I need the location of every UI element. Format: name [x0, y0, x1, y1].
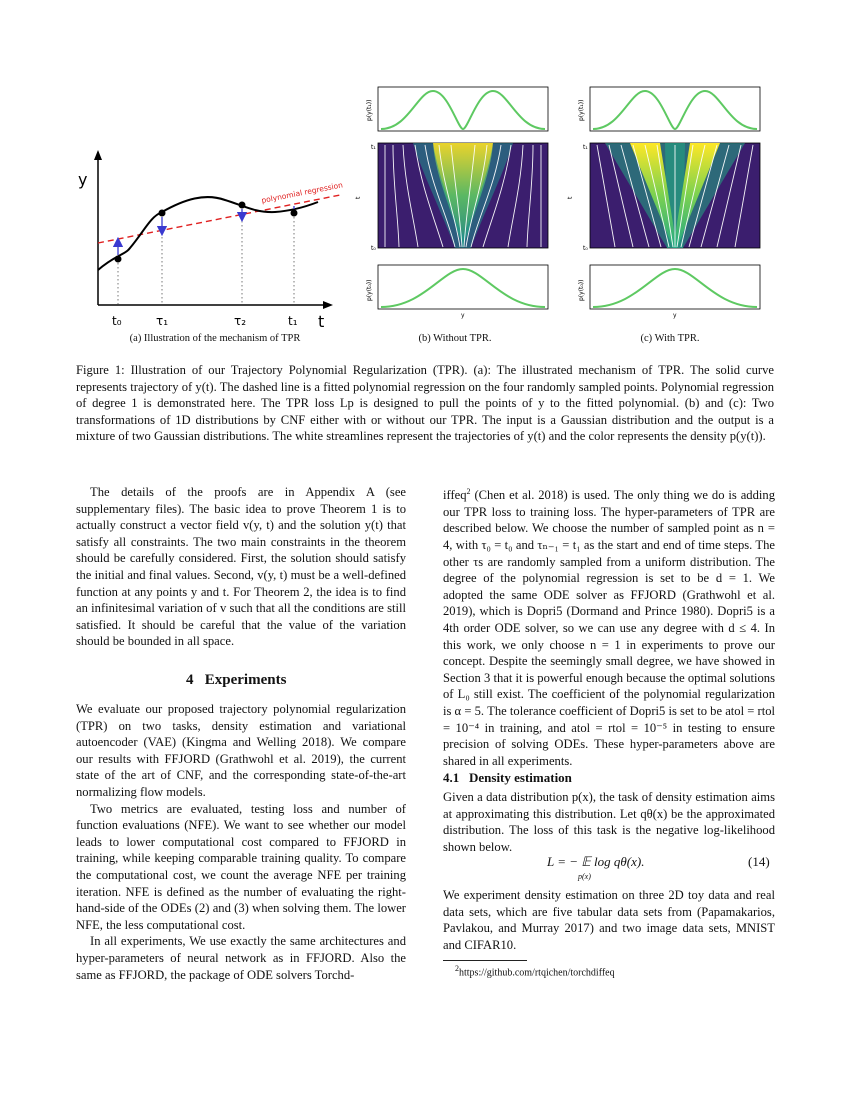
figure-caption: [76, 362, 774, 445]
figure-panel-a: [70, 145, 350, 340]
tick-tau1: τ₁: [156, 314, 169, 328]
mid-ylabel-c: t: [567, 196, 574, 199]
trajectory-curve: [98, 197, 318, 270]
footnote-ref: 2: [466, 487, 471, 496]
left-col-body: [76, 701, 406, 983]
figure-panel-c: [567, 85, 765, 320]
section-number: 4: [186, 672, 194, 688]
equation-number: (14): [748, 854, 770, 869]
paragraph: We experiment density estimation on three 2D toy data and real data sets, which are five tabular data sets from (Papamakarios, Pavlakou, and Murray 2017) and two image data sets, MNIST and CIFAR10.: [443, 888, 775, 952]
right-col-p1: [443, 484, 775, 769]
regression-label: polynomial regression: [260, 180, 344, 205]
bottom-xlabel-c: y: [673, 312, 677, 319]
paragraph: We evaluate our proposed trajectory polynomial regularization (TPR) on two tasks, density estimation and variational autoencoder (VAE) (Kingma and Welling 2018). We compare our results with FFJORD (Grathwohl et al. 2019), the current state of the art of CNF, and the corresponding state-of-the-art normalizing flow models.: [76, 702, 406, 799]
x-axis-label: t: [318, 312, 325, 331]
footnote: $^2$https://github.com/rtqichen/torchdiffeq: [455, 964, 615, 979]
figure-caption-text: Illustration of our Trajectory Polynomial Regularization (TPR). (a): The illustrated mechanism of TPR. The solid curve represents trajectory of y(t). The dashed line is a fitted polynomial regression on the four randomly sampled points. Polynomial regression of degree 1 is demonstrated here. The TPR loss Lp is designed to pull the points of y to the fitted polynomial. (b) and (c): Two transformations of 1D distributions by CNF either with or without our TPR. The input is a Gaussian distribution and the output is a mixture of two Gaussian distributions. The white streamlines represent the trajectories of y(t) and the color represents the density p(y(t)).: [76, 363, 775, 444]
subsection-heading: [443, 770, 572, 786]
subcaption-c: (c) With TPR.: [640, 333, 700, 344]
figure-caption-label: Figure 1:: [76, 363, 125, 377]
subsection-number: 4.1: [443, 770, 460, 785]
section-title: Experiments: [204, 672, 287, 688]
subsection-title: Density estimation: [469, 770, 572, 785]
y-axis-label: y: [78, 170, 88, 189]
mid-ybot-c: t₀: [583, 245, 588, 252]
tick-tau2: τ₂: [234, 314, 247, 328]
mid-ytop-c: t₁: [583, 144, 588, 151]
figure-panel-b: [355, 85, 553, 320]
top-ylabel-b: p(y(t₁)): [366, 99, 373, 121]
subcaption-b: (b) Without TPR.: [418, 333, 492, 344]
mid-ybot-b: t₀: [371, 245, 376, 252]
mid-ylabel-b: t: [355, 196, 362, 199]
subcaption-a: (a) Illustration of the mechanism of TPR: [129, 333, 301, 344]
footnote-rule: [443, 960, 527, 961]
paragraph: Given a data distribution p(x), the task of density estimation aims at approximating this distribution. Let qθ(x) be the approximated distribution. The loss of this task is the negative log-likelihood shown below.: [443, 790, 775, 854]
paragraph: In all experiments, We use exactly the same architectures and hyper-parameters of neural network as in FFJORD. Also the same as FFJORD, the package of ODE solvers Torchd-: [76, 934, 406, 982]
equation-subscript: p(x): [578, 872, 591, 881]
paragraph: Two metrics are evaluated, testing loss and number of function evaluations (NFE). We want to see whether our model leads to lower computational cost compared to FFJORD in training, while keeping comparable training quality. To compare the computational cost, we count the average NFE per training iteration. NFE is defined as the number of evaluating the right-hand-side of the ODEs (2) and (3) when solving them. The lower NFE, the less computational cost.: [76, 801, 406, 932]
bottom-ylabel-b: p(y(t₀)): [366, 279, 373, 301]
tick-t0: t₀: [112, 314, 122, 328]
right-col-p3: [443, 887, 775, 953]
right-col-p2: [443, 789, 775, 855]
top-ylabel-c: p(y(t₁)): [578, 99, 585, 121]
left-col-p1: [76, 484, 406, 650]
paragraph: iffeq$^2$ (Chen et al. 2018) is used. The only thing we do is adding our TPR loss to training loss. The hyper-parameters of TPR are described below. We choose the number of sampled point as n = 4, with τ₀ = t₀ and τₙ₋₁ = t₁ as the start and end of time steps. The other τs are randomly sampled from a uniform distribution. The degree of the polynomial regression is set to be d = 1. We adopted the same ODE solver as FFJORD (Grathwohl et al. 2019), which is Dopri5 (Dormand and Prince 1980). Dopri5 is a 4th order ODE solver, so we can use any degree with d ≤ 4. In this work, we only choose n = 1 in experiments to prove our concept. Despite the seemingly small degree, we have showed in Section 3 that it is powerful enough because the optimal solutions of L₀ still exist. The coefficient of the polynomial regularization is α = 5. The tolerance coefficient of Dopri5 is set to be atol = rtol = 10⁻⁴ in training, and atol = rtol = 10⁻⁵ in testing to ensure precision of solving ODEs. These hyper-parameters above are shared in all experiments.: [443, 487, 775, 768]
regression-line: [98, 195, 340, 243]
section-heading: [186, 672, 286, 689]
mid-ytop-b: t₁: [371, 144, 376, 151]
bottom-ylabel-c: p(y(t₀)): [578, 279, 585, 301]
tick-t1: t₁: [288, 314, 298, 328]
equation: L = − 𝔼 log qθ(x).: [547, 854, 645, 869]
bottom-xlabel-b: y: [461, 312, 465, 319]
paragraph: The details of the proofs are in Appendix A (see supplementary files). The basic idea to prove Theorem 1 is to actually construct a vector field v(y, t) and the solution y(t) that satisfy all constraints. The two main constraints in the theorem should be carefully considered. First, the solution should satisfy the initial and final values. Second, v(y, t) must be a well-defined function at any points y and t. For Theorem 2, the idea is to find an infinitesimal variation of v such that all the conditions are still satisfied. It should be careful that the value of the variation should be bounded in all space.: [76, 485, 406, 649]
